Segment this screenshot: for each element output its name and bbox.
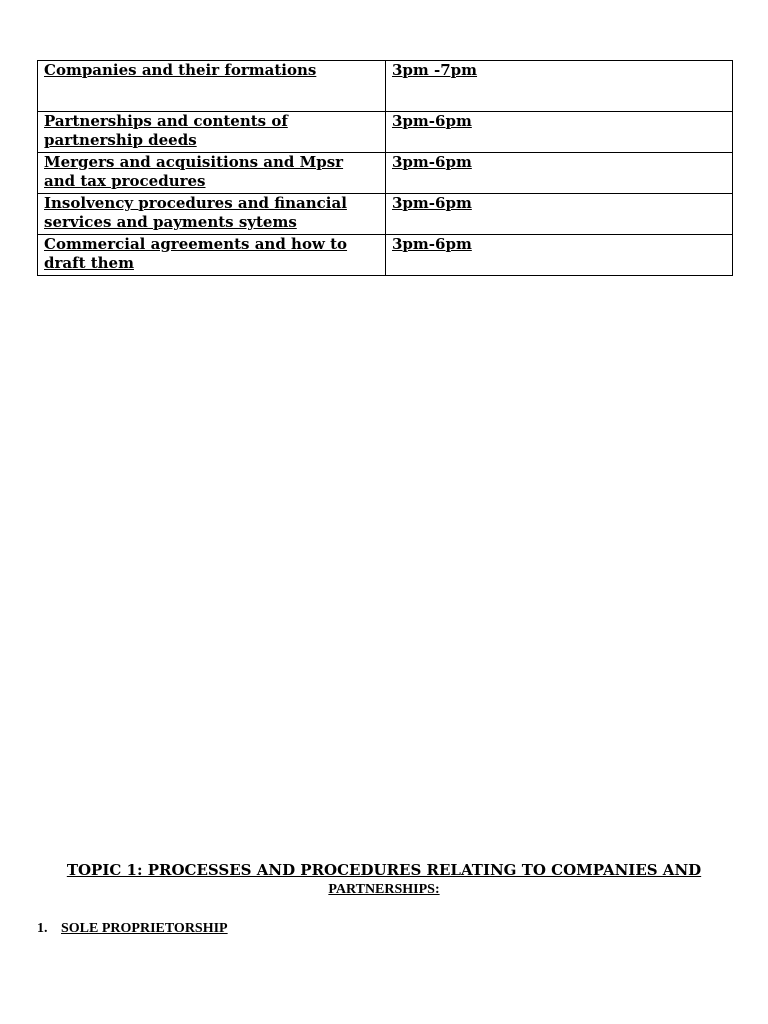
time-text: 3pm-6pm <box>392 235 472 253</box>
time-cell <box>386 153 733 194</box>
time-cell <box>386 194 733 235</box>
time-cell <box>386 61 733 112</box>
schedule-table <box>37 60 733 276</box>
topic-text: Commercial agreements and how to draft them <box>44 235 348 272</box>
section-heading: TOPIC 1: PROCESSES AND PROCEDURES RELATING TO COMPANIES AND <box>66 861 702 879</box>
table-row <box>38 194 733 235</box>
time-text: 3pm-6pm <box>392 112 472 130</box>
topic-cell <box>38 194 386 235</box>
topic-text: Insolvency procedures and financial services and payments sytems <box>44 194 347 231</box>
topic-cell <box>38 61 386 112</box>
topic-cell <box>38 112 386 153</box>
table-row <box>38 112 733 153</box>
time-cell <box>386 112 733 153</box>
section-heading-continued: PARTNERSHIPS: <box>328 882 440 897</box>
time-text: 3pm-6pm <box>392 153 472 171</box>
topic-text: Mergers and acquisitions and Mpsr and tax procedures <box>44 153 344 190</box>
topic-cell <box>38 235 386 276</box>
list-item <box>37 919 228 939</box>
table-row <box>38 235 733 276</box>
topic-text: Companies and their formations <box>44 61 317 79</box>
list-item-number: 1. <box>37 921 48 936</box>
table-row <box>38 61 733 112</box>
time-cell <box>386 235 733 276</box>
time-text: 3pm-6pm <box>392 194 472 212</box>
table-row <box>38 153 733 194</box>
topic-cell <box>38 153 386 194</box>
list-item-label: SOLE PROPRIETORSHIP <box>61 921 228 936</box>
time-text: 3pm -7pm <box>392 61 478 79</box>
topic-text: Partnerships and contents of partnership deeds <box>44 112 288 149</box>
